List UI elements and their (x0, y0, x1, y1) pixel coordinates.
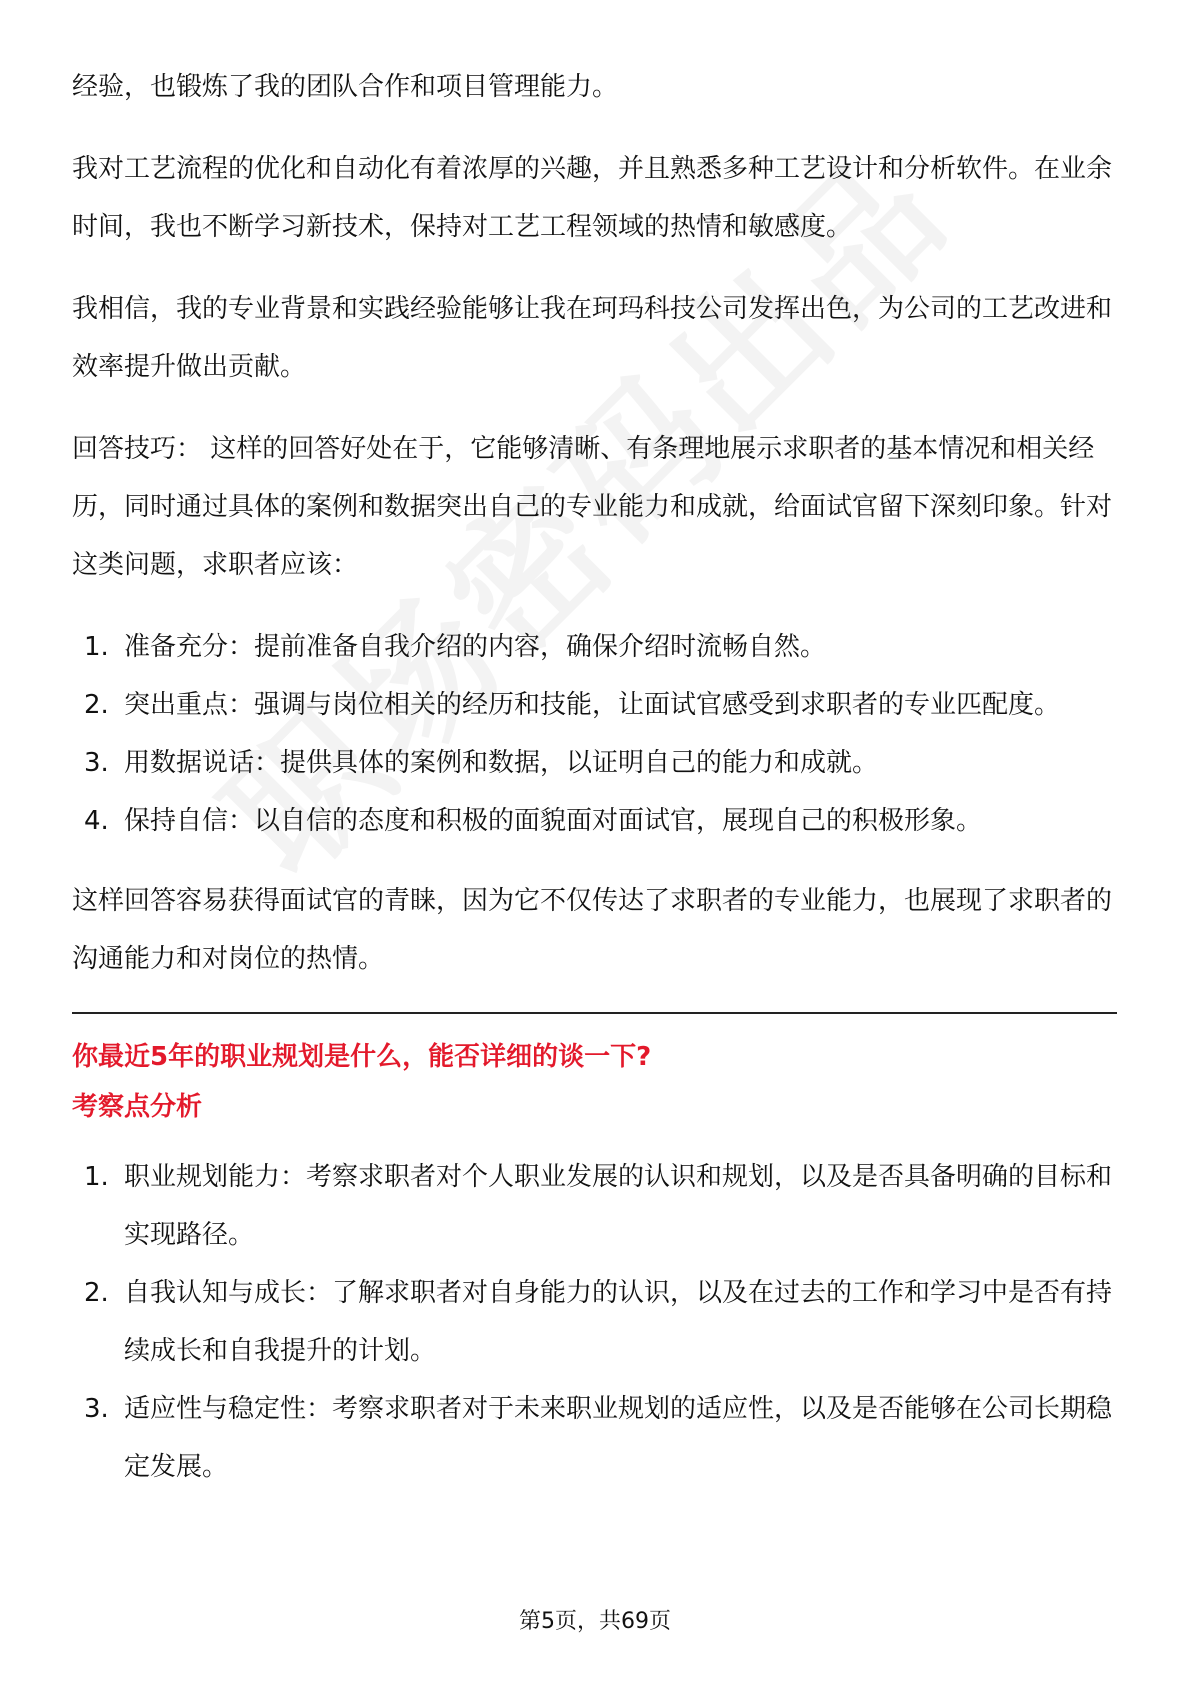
analysis-heading: 考察点分析 (72, 1092, 203, 1122)
list-number: 1. (84, 1162, 109, 1192)
list-item (72, 1264, 1117, 1380)
list-number: 1. (84, 632, 109, 662)
list-item (72, 1148, 1117, 1264)
list-text: 用数据说话：提供具体的案例和数据，以证明自己的能力和成就。 (124, 748, 879, 778)
list-item (72, 618, 1117, 676)
section-divider (72, 1012, 1117, 1014)
question-heading: 你最近5年的职业规划是什么，能否详细的谈一下? (72, 1042, 652, 1072)
paragraph-closing: 这样回答容易获得面试官的青睐，因为它不仅传达了求职者的专业能力，也展现了求职者的沟通能力和对岗位的热情。 (72, 886, 1113, 974)
list-text: 保持自信：以自信的态度和积极的面貌面对面试官，展现自己的积极形象。 (124, 806, 983, 836)
list-number: 2. (84, 1278, 109, 1308)
paragraph-interest: 我对工艺流程的优化和自动化有着浓厚的兴趣，并且熟悉多种工艺设计和分析软件。在业余时间，我也不断学习新技术，保持对工艺工程领域的热情和敏感度。 (72, 154, 1113, 242)
list-text: 适应性与稳定性：考察求职者对于未来职业规划的适应性，以及是否能够在公司长期稳定发展。 (124, 1394, 1113, 1482)
paragraph-answer-tips: 回答技巧： 这样的回答好处在于，它能够清晰、有条理地展示求职者的基本情况和相关经历，同时通过具体的案例和数据突出自己的专业能力和成就，给面试官留下深刻印象。针对这类问题，求职者应该： (72, 434, 1113, 580)
list-text: 职业规划能力：考察求职者对个人职业发展的认识和规划，以及是否具备明确的目标和实现路径。 (124, 1162, 1113, 1250)
list-item (72, 792, 1117, 850)
list-number: 4. (84, 806, 109, 836)
tips-list (72, 618, 1117, 850)
list-number: 3. (84, 748, 109, 778)
analysis-list (72, 1148, 1117, 1496)
list-item (72, 676, 1117, 734)
paragraph-belief: 我相信，我的专业背景和实践经验能够让我在珂玛科技公司发挥出色，为公司的工艺改进和效率提升做出贡献。 (72, 294, 1113, 382)
page-content (72, 58, 1117, 1518)
page-footer: 第5页，共69页 (519, 1609, 671, 1634)
list-text: 自我认知与成长：了解求职者对自身能力的认识，以及在过去的工作和学习中是否有持续成长和自我提升的计划。 (124, 1278, 1113, 1366)
list-number: 2. (84, 690, 109, 720)
list-item (72, 734, 1117, 792)
list-text: 准备充分：提前准备自我介绍的内容，确保介绍时流畅自然。 (124, 632, 827, 662)
paragraph-experience: 经验，也锻炼了我的团队合作和项目管理能力。 (72, 72, 619, 102)
list-item (72, 1380, 1117, 1496)
list-number: 3. (84, 1394, 109, 1424)
list-text: 突出重点：强调与岗位相关的经历和技能，让面试官感受到求职者的专业匹配度。 (124, 690, 1061, 720)
